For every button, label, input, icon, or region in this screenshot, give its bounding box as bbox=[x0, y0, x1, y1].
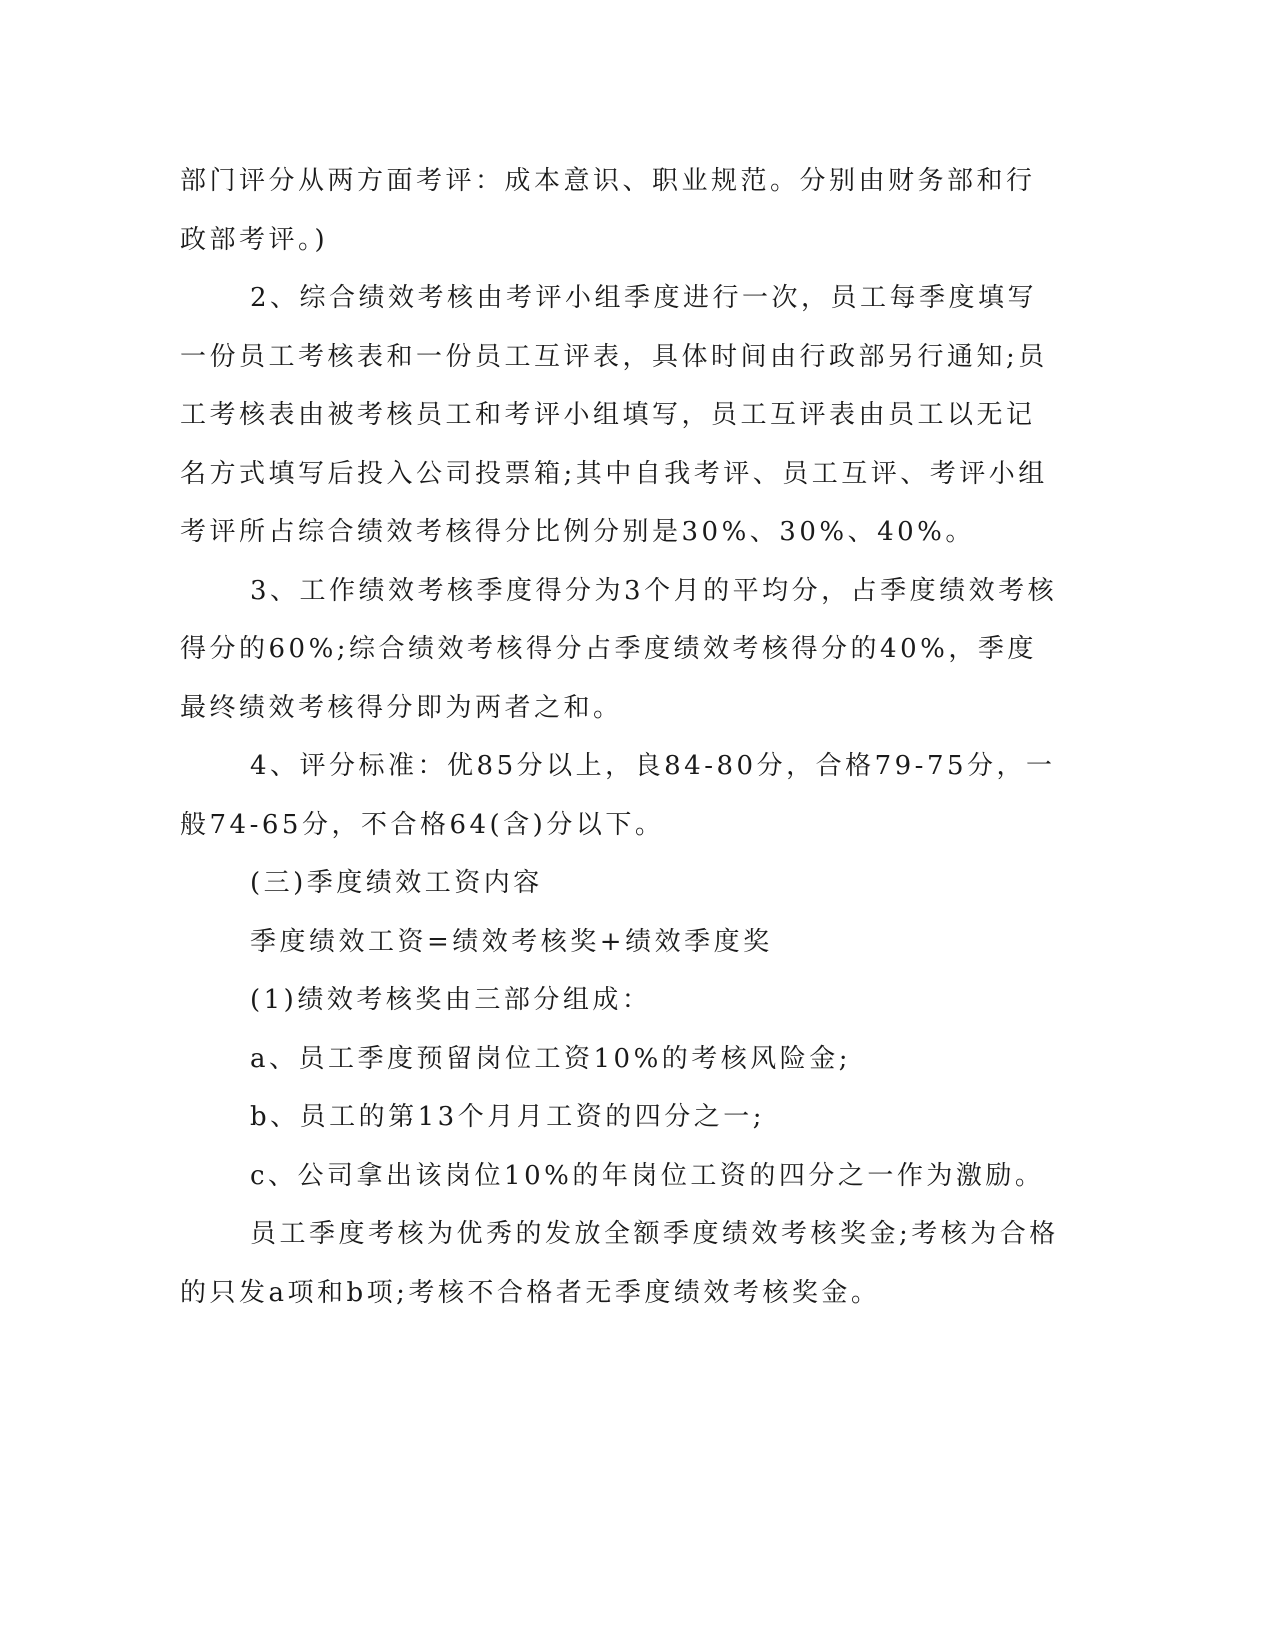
paragraph-quarterly-score: 3、工作绩效考核季度得分为3个月的平均分，占季度绩效考核得分的60%;综合绩效考核得分占季度绩效考核得分的40%，季度最终绩效考核得分即为两者之和。 bbox=[180, 575, 1058, 723]
paragraph-department-scoring: 部门评分从两方面考评：成本意识、职业规范。分别由财务部和行政部考评。) bbox=[180, 166, 1036, 255]
paragraph-comprehensive-assessment: 2、综合绩效考核由考评小组季度进行一次，员工每季度填写一份员工考核表和一份员工互评表，具体时间由行政部另行通知;员工考核表由被考核员工和考评小组填写，员工互评表由员工以无记名方式填写后投入公司投票箱;其中自我考评、员工互评、考评小组考评所占综合绩效考核得分比例分别是30%、30%、40%。 bbox=[180, 283, 1048, 547]
list-item-c: c、公司拿出该岗位10%的年岗位工资的四分之一作为激励。 bbox=[250, 1160, 1045, 1191]
list-item-a: a、员工季度预留岗位工资10%的考核风险金; bbox=[250, 1043, 852, 1074]
paragraph-scoring-standard: 4、评分标准：优85分以上，良84-80分，合格79-75分，一般74-65分，不合格64(含)分以下。 bbox=[180, 751, 1056, 840]
list-item-b: b、员工的第13个月月工资的四分之一; bbox=[250, 1102, 765, 1132]
document-body bbox=[180, 152, 1060, 1322]
paragraph-bonus-rules: 员工季度考核为优秀的发放全额季度绩效考核奖金;考核为合格的只发a项和b项;考核不合格者无季度绩效考核奖金。 bbox=[180, 1219, 1059, 1308]
section-heading-quarterly-pay: (三)季度绩效工资内容 bbox=[250, 868, 543, 898]
paragraph-pay-formula: 季度绩效工资=绩效考核奖+绩效季度奖 bbox=[250, 926, 773, 957]
paragraph-bonus-components: (1)绩效考核奖由三部分组成： bbox=[250, 985, 652, 1015]
